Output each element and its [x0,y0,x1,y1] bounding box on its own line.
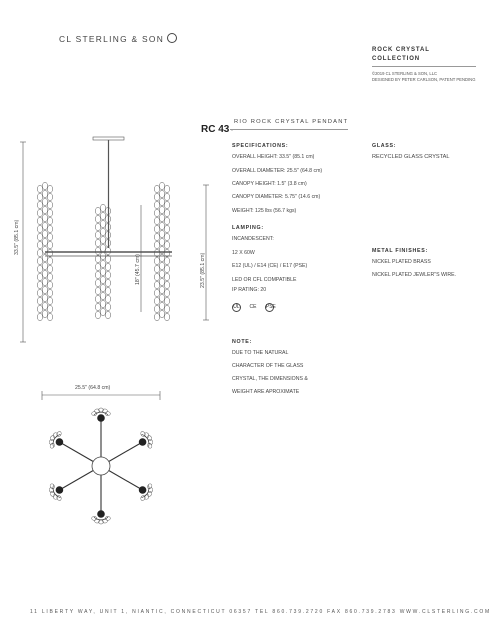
plan-view [46,408,156,524]
metal-finish-1: NICKEL PLATED BRASS [372,259,431,265]
crystal-bead [47,185,52,193]
crystal-bead [47,257,52,265]
arm-socket-dot [56,486,64,494]
crystal-bead [159,198,164,206]
crystal-bead [42,190,47,198]
lamping-compat: LED OR CFL COMPATIBLE [232,277,297,283]
crystal-bead [47,209,52,217]
crystal-bead [164,297,169,305]
crystal-bead [159,230,164,238]
crystal-bead [154,193,159,201]
crystal-bead [100,268,105,276]
specifications-heading: SPECIFICATIONS: [232,143,289,149]
product-code: RC 43 · [201,124,234,135]
crystal-bead [100,308,105,316]
arm-socket-dot [56,438,64,446]
crystal-bead [164,217,169,225]
crystal-bead [164,273,169,281]
note-line-1: DUE TO THE NATURAL [232,350,289,356]
crystal-bead [164,225,169,233]
crystal-bead [105,247,110,255]
dim-strand-label: 23.5" (85.1 cm) [200,252,206,288]
dim-diameter-label: 25.5" (64.8 cm) [75,385,111,391]
crystal-bead [159,294,164,302]
ul-cert-icon: UL [233,304,240,310]
shell-bead [146,491,152,498]
crystal-bead [95,279,100,287]
crystal-bead [42,286,47,294]
crystal-bead [37,273,42,281]
crystal-bead [105,287,110,295]
crystal-bead [95,295,100,303]
crystal-bead [154,201,159,209]
arm-socket-dot [139,486,147,494]
designer-text: DESIGNED BY PETER CARLSON, PATENT PENDING [372,77,476,83]
crystal-bead [42,206,47,214]
crystal-bead [100,260,105,268]
note-line-3: CRYSTAL, THE DIMENSIONS & [232,376,308,382]
crystal-bead [159,238,164,246]
crystal-bead [42,222,47,230]
crystal-bead [154,281,159,289]
crystal-bead [42,230,47,238]
crystal-bead [159,206,164,214]
shell-bead [147,483,153,490]
crystal-bead [37,241,42,249]
crystal-bead [47,281,52,289]
crystal-bead [100,284,105,292]
crystal-bead [164,209,169,217]
crystal-bead [100,292,105,300]
brand-name: CL STERLING & SON [59,33,177,44]
crystal-bead [105,295,110,303]
note-heading: NOTE: [232,339,252,345]
crystal-bead [154,313,159,321]
crystal-bead [95,303,100,311]
crystal-bead [159,182,164,190]
arm-socket-dot [139,438,147,446]
arm-socket-dot [97,414,105,422]
crystal-bead [164,241,169,249]
crystal-bead [47,297,52,305]
note-line-4: WEIGHT ARE APROXIMATE [232,389,300,395]
crystal-bead [37,257,42,265]
crystal-bead [37,289,42,297]
crystal-bead [47,201,52,209]
arm-socket-dot [97,510,105,518]
crystal-bead [164,305,169,313]
ce-cert-icon: CE [249,304,257,310]
crystal-bead [37,233,42,241]
crystal-bead [154,257,159,265]
product-name: RIO ROCK CRYSTAL PENDANT [234,119,349,125]
crystal-bead [37,305,42,313]
canopy [93,137,124,140]
crystal-bead [37,281,42,289]
shell-bead [98,408,103,412]
crystal-bead [95,215,100,223]
crystal-bead [164,265,169,273]
metal-heading: METAL FINISHES: [372,248,428,254]
crystal-bead [37,185,42,193]
crystal-bead [47,225,52,233]
crystal-bead [95,311,100,319]
shell-bead [98,520,103,524]
crystal-bead [164,233,169,241]
spec-overall-diameter: OVERALL DIAMETER: 25.5" (64.8 cm) [232,168,323,174]
crystal-bead [105,279,110,287]
crystal-bead [95,207,100,215]
note-line-2: CHARACTER OF THE GLASS [232,363,304,369]
crystal-bead [159,278,164,286]
crystal-bead [100,228,105,236]
copyright-text: ©2019 CL STERLING & SON, LLC [372,71,438,76]
crystal-bead [37,313,42,321]
crystal-bead [100,220,105,228]
crystal-bead [42,294,47,302]
crystal-bead [105,263,110,271]
crystal-bead [42,302,47,310]
crystal-bead [100,276,105,284]
crystal-bead [95,247,100,255]
spec-canopy-diameter: CANOPY DIAMETER: 5.75" (14.6 cm) [232,194,321,200]
lamping-count: 12 X 60W [232,250,255,256]
crystal-bead [164,257,169,265]
lamping-type: INCANDESCENT: [232,236,274,242]
lamping-ip: IP RATING: 20 [232,287,267,293]
crystal-bead [47,193,52,201]
crystal-bead [42,270,47,278]
crystal-bead [47,273,52,281]
crystal-bead [159,270,164,278]
crystal-bead [37,193,42,201]
crystal-bead [37,265,42,273]
plan-hub [92,457,110,475]
crystal-bead [105,311,110,319]
shell-bead [49,483,55,490]
crystal-bead [164,289,169,297]
crystal-bead [95,223,100,231]
crystal-bead [95,231,100,239]
crystal-bead [159,302,164,310]
crystal-bead [95,263,100,271]
crystal-bead [105,303,110,311]
crystal-bead [37,249,42,257]
crystal-bead [42,254,47,262]
crystal-bead [154,233,159,241]
metal-finish-2: NICKEL PLATED JEWLER"S WIRE. [372,272,456,278]
glass-heading: GLASS: [372,143,397,149]
dim-drop-label: 18" (45.7 cm) [135,254,141,285]
crystal-bead [47,313,52,321]
crystal-bead [164,201,169,209]
crystal-bead [154,217,159,225]
collection-title-line1: ROCK CRYSTAL [372,47,430,53]
crystal-bead [154,289,159,297]
crystal-bead [154,241,159,249]
shell-bead [147,442,153,449]
collection-title-line2: COLLECTION [372,56,420,62]
crystal-bead [100,300,105,308]
crystal-bead [164,313,169,321]
crystal-bead [47,265,52,273]
dim-overall-label: 33.5" (85.1 cm) [14,219,20,255]
crystal-bead [164,185,169,193]
crystal-bead [154,297,159,305]
shell-bead [146,435,152,442]
crystal-bead [159,286,164,294]
crystal-bead [154,265,159,273]
pse-cert-icon: PSE [265,304,276,310]
crystal-bead [42,278,47,286]
spec-canopy-height: CANOPY HEIGHT: 1.5" (3.8 cm) [232,181,307,187]
crystal-bead [42,214,47,222]
crystal-bead [37,297,42,305]
crystal-bead [100,204,105,212]
crystal-bead [154,225,159,233]
shell-bead [49,435,55,442]
crystal-bead [159,190,164,198]
crystal-bead [164,193,169,201]
crystal-bead [42,182,47,190]
crystal-bead [105,271,110,279]
crystal-bead [42,238,47,246]
crystal-bead [47,233,52,241]
crystal-bead [100,236,105,244]
crystal-bead [159,262,164,270]
crystal-bead [159,254,164,262]
crystal-bead [37,217,42,225]
crystal-bead [159,310,164,318]
crystal-bead [154,209,159,217]
crystal-bead [37,225,42,233]
crystal-bead [47,241,52,249]
crystal-bead [42,310,47,318]
crystal-bead [95,287,100,295]
crystal-bead [95,239,100,247]
shell-bead [49,442,55,449]
crystal-bead [154,273,159,281]
crystal-bead [154,185,159,193]
crystal-bead [159,214,164,222]
crystal-bead [164,281,169,289]
spec-overall-height: OVERALL HEIGHT: 33.5" (85.1 cm) [232,154,315,160]
crystal-bead [100,212,105,220]
glass-value: RECYCLED GLASS CRYSTAL [372,154,450,160]
crystal-bead [95,271,100,279]
crystal-bead [42,262,47,270]
crystal-bead [37,209,42,217]
crystal-bead [47,289,52,297]
crystal-bead [159,222,164,230]
shell-bead [49,491,55,498]
lamping-sockets: E12 (UL) / E14 (CE) / E17 (PSE) [232,263,308,269]
crystal-bead [154,305,159,313]
crystal-bead [47,217,52,225]
lamping-heading: LAMPING: [232,225,264,231]
footer-address: 11 LIBERTY WAY, UNIT 1, NIANTIC, CONNECTICUT 06357 TEL 860.739.2720 FAX 860.739.2783 WWW.CLSTERLING.COM [30,609,491,615]
crystal-bead [42,198,47,206]
crystal-bead [37,201,42,209]
spec-weight: WEIGHT: 125 lbs (56.7 kgs) [232,208,297,214]
crystal-bead [47,305,52,313]
crystal-bead [100,244,105,252]
